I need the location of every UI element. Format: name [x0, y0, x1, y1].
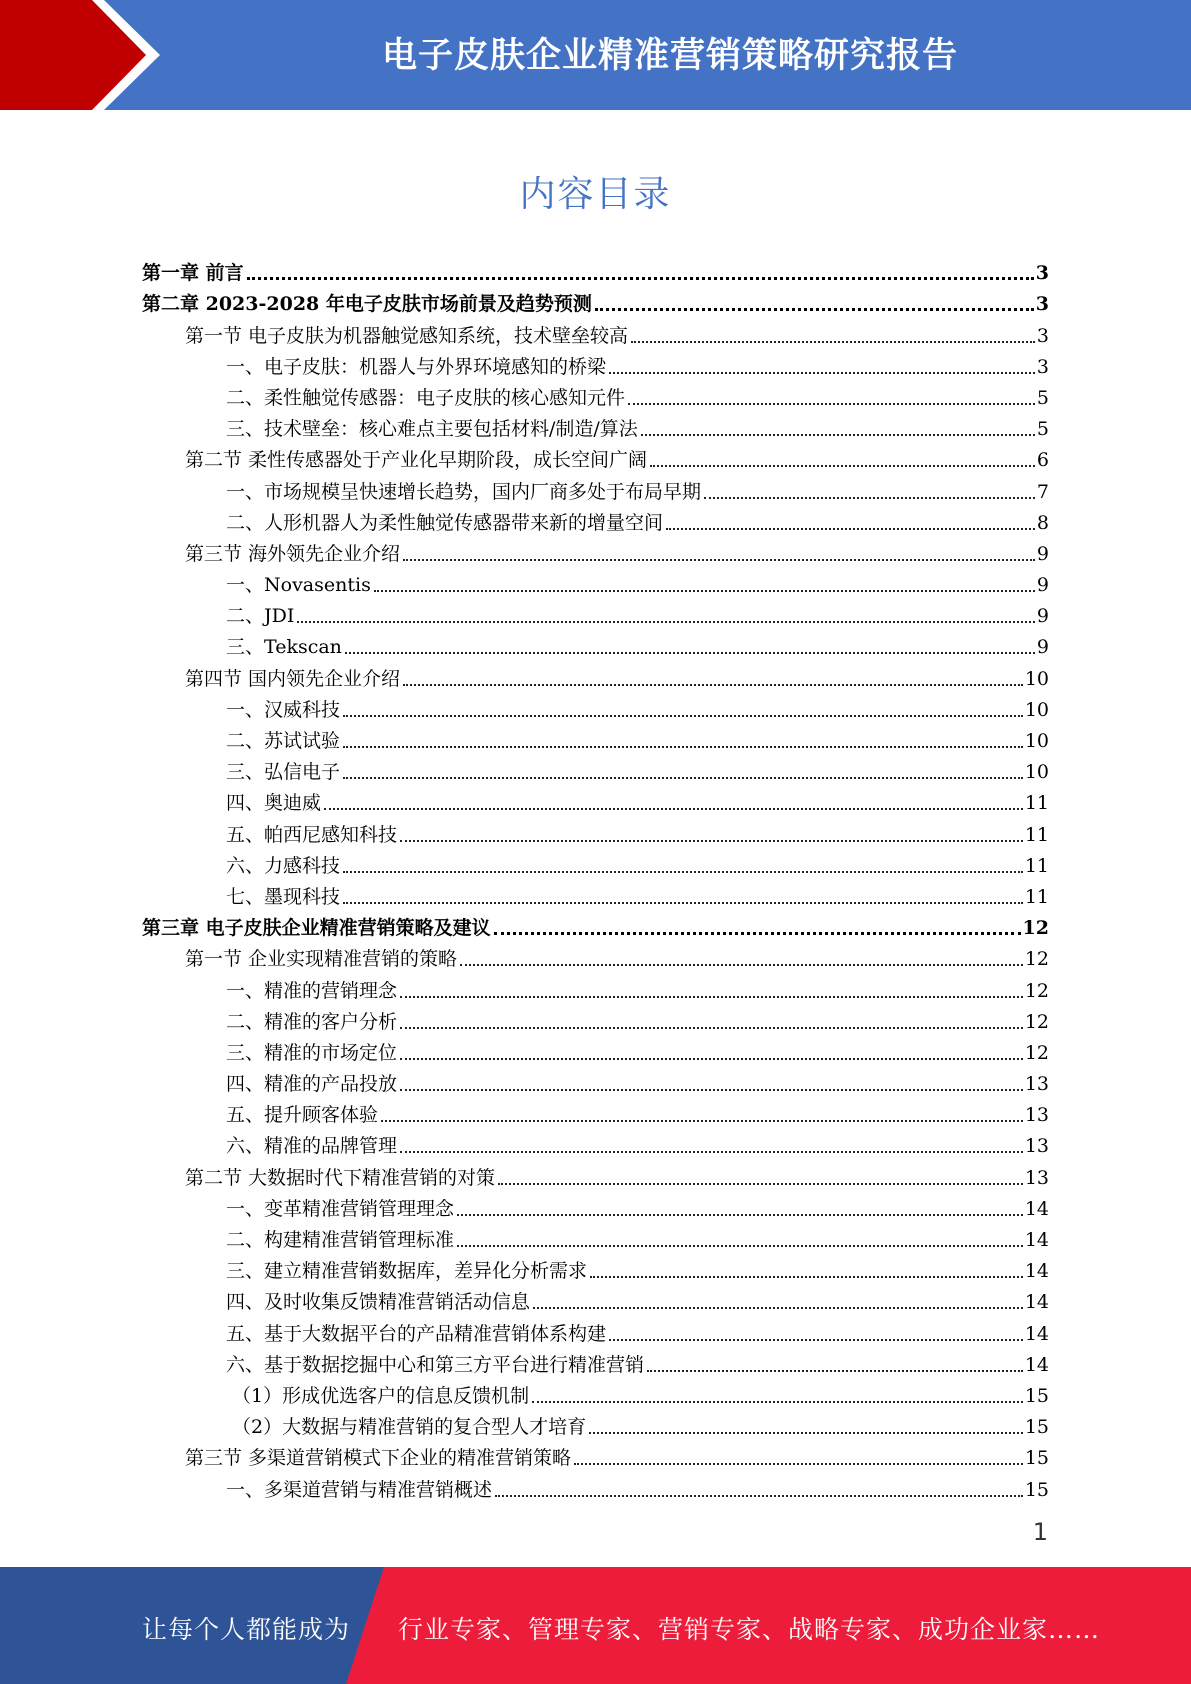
toc-entry-title: 第三节 海外领先企业介绍: [185, 542, 401, 565]
toc-entry-page: 5: [1036, 418, 1049, 441]
toc-entry-page: 12: [1024, 1041, 1049, 1064]
toc-entry-page: 15: [1024, 1384, 1049, 1407]
page-number: 1: [1032, 1518, 1048, 1546]
toc-entry[interactable]: [142, 566, 1049, 597]
toc-dot-leader: [403, 559, 1035, 561]
toc-dot-leader: [457, 1214, 1023, 1216]
toc-dot-leader: [403, 684, 1023, 686]
toc-entry-title: 五、基于大数据平台的产品精准营销体系构建: [226, 1322, 607, 1345]
toc-entry-page: 11: [1024, 823, 1049, 846]
toc-entry-title: 第四节 国内领先企业介绍: [185, 667, 401, 690]
toc-entry-title: 第三节 多渠道营销模式下企业的精准营销策略: [185, 1447, 572, 1470]
toc-entry[interactable]: [142, 1190, 1049, 1221]
toc-entry-title: 一、变革精准营销管理理念: [226, 1197, 455, 1220]
toc-dot-leader: [400, 840, 1023, 842]
toc-entry[interactable]: [142, 1003, 1049, 1034]
toc-entry[interactable]: [142, 285, 1049, 316]
toc-entry[interactable]: [142, 1221, 1049, 1252]
toc-entry-page: 14: [1024, 1229, 1049, 1251]
toc-entry[interactable]: [142, 847, 1049, 878]
toc-entry-page: 9: [1036, 574, 1049, 597]
toc-entry[interactable]: [142, 1314, 1049, 1345]
toc-entry-page: 10: [1024, 730, 1049, 752]
toc-entry[interactable]: [142, 597, 1049, 628]
toc-entry-page: 9: [1036, 542, 1049, 565]
toc-entry-title: 三、Tekscan: [226, 636, 342, 659]
toc-dot-leader: [495, 1495, 1023, 1497]
toc-entry-page: 13: [1024, 1135, 1049, 1158]
toc-entry[interactable]: [142, 815, 1049, 846]
toc-entry-title: 第二节 柔性传感器处于产业化早期阶段，成长空间广阔: [185, 449, 648, 472]
toc-dot-leader: [609, 1339, 1023, 1341]
toc-dot-leader: [650, 465, 1035, 467]
toc-dot-leader: [631, 341, 1035, 343]
toc-entry[interactable]: [142, 535, 1049, 566]
toc-dot-leader: [343, 746, 1023, 748]
toc-entry[interactable]: [142, 1096, 1049, 1127]
toc-entry-title: 七、墨现科技: [226, 885, 341, 908]
toc-entry-title: 一、多渠道营销与精准营销概述: [226, 1478, 493, 1501]
toc-dot-leader: [532, 1401, 1023, 1403]
toc-dot-leader: [400, 1089, 1023, 1091]
toc-entry[interactable]: [142, 659, 1049, 690]
toc-dot-leader: [247, 277, 1034, 280]
toc-dot-leader: [574, 1463, 1023, 1465]
toc-dot-leader: [324, 808, 1023, 810]
toc-dot-leader: [457, 1245, 1023, 1247]
toc-entry-page: 14: [1024, 1322, 1049, 1345]
toc-entry-title: 一、汉威科技: [226, 698, 341, 721]
toc-entry-title: 一、精准的营销理念: [226, 979, 398, 1002]
toc-dot-leader: [533, 1307, 1023, 1309]
toc-entry-title: 第一节 企业实现精准营销的策略: [185, 948, 458, 971]
toc-entry[interactable]: [142, 1127, 1049, 1158]
toc-entry-page: 3: [1035, 262, 1049, 285]
toc-dot-leader: [704, 497, 1035, 499]
toc-dot-leader: [595, 308, 1034, 311]
toc-entry-title: 一、Novasentis: [226, 574, 371, 597]
toc-entry[interactable]: [142, 316, 1049, 347]
toc-entry[interactable]: [142, 441, 1049, 472]
toc-entry-title: 二、JDI: [226, 605, 295, 628]
toc-entry-page: 14: [1024, 1291, 1049, 1314]
toc-entry-title: 第二章 2023-2028 年电子皮肤市场前景及趋势预测: [142, 293, 592, 316]
toc-entry[interactable]: [142, 254, 1049, 285]
toc-entry-page: 14: [1024, 1260, 1049, 1283]
toc-dot-leader: [343, 777, 1023, 779]
toc-dot-leader: [400, 1027, 1023, 1029]
toc-entry-title: 一、电子皮肤：机器人与外界环境感知的桥梁: [226, 355, 607, 378]
toc-entry[interactable]: [142, 940, 1049, 971]
toc-dot-leader: [460, 964, 1023, 966]
toc-dot-leader: [400, 1151, 1023, 1153]
toc-entry-page: 6: [1036, 449, 1049, 472]
toc-dot-leader: [374, 590, 1035, 592]
toc-entry[interactable]: [142, 1377, 1049, 1408]
toc-entry-page: 11: [1024, 792, 1049, 815]
toc-entry-page: 9: [1036, 636, 1049, 659]
toc-dot-leader: [400, 996, 1023, 998]
toc-dot-leader: [400, 1058, 1023, 1060]
toc-entry-title: 四、精准的产品投放: [226, 1073, 398, 1096]
toc-entry-page: 7: [1036, 480, 1049, 503]
toc-entry-page: 12: [1022, 917, 1049, 940]
toc-entry-title: 第一节 电子皮肤为机器触觉感知系统，技术壁垒较高: [185, 324, 629, 347]
footer-slogan-left: 让每个人都能成为: [142, 1615, 351, 1644]
toc-entry[interactable]: [142, 379, 1049, 410]
toc-entry-title: 五、提升顾客体验: [226, 1104, 379, 1127]
toc-heading: 内容目录: [519, 174, 672, 215]
toc-entry-page: 3: [1035, 293, 1049, 316]
toc-entry-title: 六、精准的品牌管理: [226, 1135, 398, 1158]
toc-entry[interactable]: [142, 1470, 1049, 1501]
toc-entry-title: 四、及时收集反馈精准营销活动信息: [226, 1291, 531, 1314]
toc-entry-title: （2）大数据与精准营销的复合型人才培育: [232, 1416, 587, 1439]
toc-entry[interactable]: [142, 1346, 1049, 1377]
toc-entry-page: 15: [1024, 1416, 1049, 1439]
toc-entry-title: （1）形成优选客户的信息反馈机制: [232, 1384, 530, 1407]
toc-entry-page: 14: [1024, 1197, 1049, 1220]
toc-entry-title: 第三章 电子皮肤企业精准营销策略及建议: [142, 917, 491, 940]
toc-entry[interactable]: [142, 909, 1049, 940]
toc-entry-page: 15: [1024, 1478, 1049, 1501]
toc-entry-title: 二、苏试试验: [226, 730, 341, 752]
toc-dot-leader: [343, 715, 1023, 717]
toc-entry-page: 10: [1024, 698, 1049, 721]
toc-entry[interactable]: [142, 1034, 1049, 1065]
toc-dot-leader: [609, 372, 1035, 374]
toc-dot-leader: [381, 1120, 1023, 1122]
toc-entry-title: 三、弘信电子: [226, 761, 341, 784]
toc-entry-title: 五、帕西尼感知科技: [226, 823, 398, 846]
toc-entry-title: 三、精准的市场定位: [226, 1041, 398, 1064]
toc-entry-page: 12: [1024, 1010, 1049, 1033]
toc-entry-page: 3: [1036, 324, 1049, 347]
toc-dot-leader: [345, 652, 1035, 654]
toc-dot-leader: [628, 403, 1035, 405]
toc-entry-title: 二、人形机器人为柔性触觉传感器带来新的增量空间: [226, 511, 664, 534]
toc-entry-page: 11: [1024, 885, 1049, 908]
toc-dot-leader: [498, 1183, 1023, 1185]
footer-slogan-right: 行业专家、管理专家、营销专家、战略专家、成功企业家……: [398, 1615, 1101, 1644]
toc-entry-page: 12: [1024, 979, 1049, 1002]
toc-dot-leader: [494, 932, 1021, 935]
toc-entry-title: 三、建立精准营销数据库，差异化分析需求: [226, 1260, 588, 1283]
toc-dot-leader: [297, 621, 1035, 623]
toc-entry-page: 14: [1024, 1353, 1049, 1376]
toc-entry-title: 三、技术壁垒：核心难点主要包括材料/制造/算法: [226, 418, 638, 441]
toc-entry-page: 9: [1036, 605, 1049, 628]
toc-entry[interactable]: [142, 628, 1049, 659]
toc-dot-leader: [641, 434, 1035, 436]
toc-entry[interactable]: [142, 971, 1049, 1002]
toc-entry-title: 一、市场规模呈快速增长趋势，国内厂商多处于布局早期: [226, 480, 702, 503]
toc-entry[interactable]: [142, 1252, 1049, 1283]
toc-entry[interactable]: [142, 1408, 1049, 1439]
toc-dot-leader: [666, 528, 1035, 530]
toc-entry-page: 13: [1024, 1073, 1049, 1096]
toc-entry[interactable]: [142, 753, 1049, 784]
toc-entry-title: 六、基于数据挖掘中心和第三方平台进行精准营销: [226, 1353, 645, 1376]
toc-dot-leader: [343, 871, 1023, 873]
toc-entry-title: 二、构建精准营销管理标准: [226, 1229, 455, 1251]
table-of-contents: [142, 254, 1049, 1502]
toc-entry-page: 8: [1036, 511, 1049, 534]
toc-entry[interactable]: [142, 1158, 1049, 1189]
toc-entry[interactable]: [142, 1065, 1049, 1096]
toc-entry-page: 13: [1024, 1104, 1049, 1127]
toc-entry[interactable]: [142, 348, 1049, 379]
toc-entry-page: 10: [1024, 667, 1049, 690]
toc-entry-title: 第二节 大数据时代下精准营销的对策: [185, 1166, 496, 1189]
toc-dot-leader: [590, 1276, 1023, 1278]
toc-dot-leader: [589, 1432, 1023, 1434]
toc-entry[interactable]: [142, 410, 1049, 441]
toc-entry-title: 六、力感科技: [226, 854, 341, 877]
toc-entry-title: 第一章 前言: [142, 262, 244, 285]
toc-entry[interactable]: [142, 1439, 1049, 1470]
toc-entry-page: 13: [1024, 1166, 1049, 1189]
toc-entry-page: 3: [1036, 355, 1049, 378]
toc-entry-title: 二、精准的客户分析: [226, 1010, 398, 1033]
toc-entry-title: 二、柔性触觉传感器：电子皮肤的核心感知元件: [226, 386, 626, 409]
toc-entry-page: 12: [1024, 948, 1049, 971]
toc-entry[interactable]: [142, 504, 1049, 535]
toc-entry-page: 10: [1024, 761, 1049, 784]
toc-entry[interactable]: [142, 1283, 1049, 1314]
toc-entry-page: 5: [1036, 386, 1049, 409]
toc-entry[interactable]: [142, 878, 1049, 909]
report-header-banner: [0, 0, 1191, 110]
toc-dot-leader: [343, 902, 1023, 904]
chevron-decoration: [0, 0, 160, 110]
toc-entry-page: 11: [1024, 854, 1049, 877]
toc-dot-leader: [647, 1370, 1023, 1372]
footer-banner: [0, 1567, 1191, 1684]
toc-entry[interactable]: [142, 472, 1049, 503]
toc-entry-title: 四、奥迪威: [226, 792, 322, 815]
toc-entry[interactable]: [142, 691, 1049, 722]
toc-entry[interactable]: [142, 722, 1049, 753]
toc-entry[interactable]: [142, 784, 1049, 815]
report-title: 电子皮肤企业精准营销策略研究报告: [381, 36, 958, 76]
toc-entry-page: 15: [1024, 1447, 1049, 1470]
